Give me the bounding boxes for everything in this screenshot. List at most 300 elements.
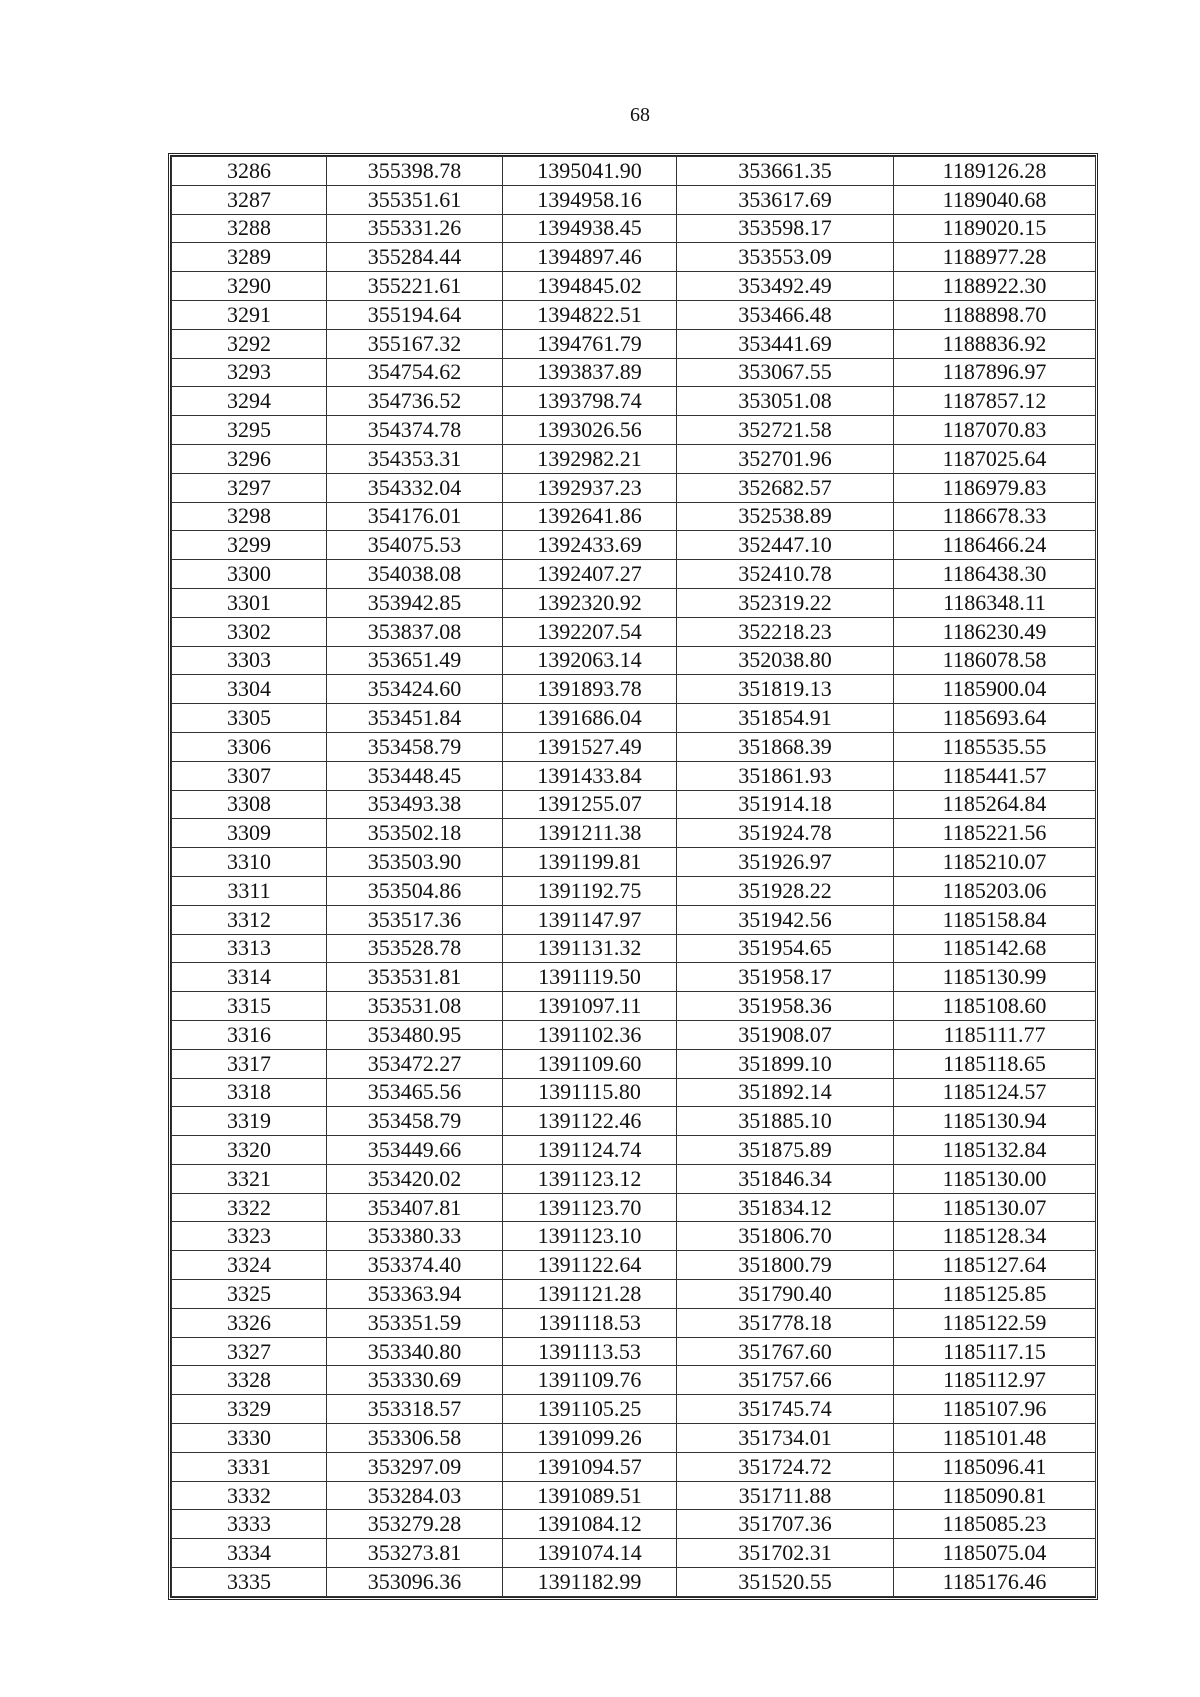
coordinate-4-cell: 1185535.55	[894, 732, 1096, 761]
coordinate-3-cell: 353553.09	[677, 243, 894, 272]
coordinate-2-cell: 1391123.12	[503, 1164, 677, 1193]
coordinate-2-cell: 1391102.36	[503, 1020, 677, 1049]
table-row	[172, 646, 1096, 675]
table-row	[172, 1020, 1096, 1049]
coordinate-4-cell: 1186979.83	[894, 473, 1096, 502]
coordinate-4-cell: 1188922.30	[894, 272, 1096, 301]
coordinate-4-cell: 1185441.57	[894, 761, 1096, 790]
coordinate-4-cell: 1185125.85	[894, 1280, 1096, 1309]
table-row	[172, 1107, 1096, 1136]
point-id-cell: 3297	[172, 473, 327, 502]
coordinate-3-cell: 352682.57	[677, 473, 894, 502]
coordinate-3-cell: 351734.01	[677, 1424, 894, 1453]
coordinate-2-cell: 1394958.16	[503, 185, 677, 214]
table-row	[172, 732, 1096, 761]
coordinate-2-cell: 1391124.74	[503, 1136, 677, 1165]
coordinate-table	[171, 156, 1096, 1597]
point-id-cell: 3288	[172, 214, 327, 243]
coordinate-1-cell: 354332.04	[327, 473, 503, 502]
coordinate-4-cell: 1185085.23	[894, 1510, 1096, 1539]
table-row	[172, 185, 1096, 214]
point-id-cell: 3308	[172, 790, 327, 819]
coordinate-3-cell: 351819.13	[677, 675, 894, 704]
coordinate-4-cell: 1185900.04	[894, 675, 1096, 704]
coordinate-4-cell: 1185112.97	[894, 1366, 1096, 1395]
coordinate-4-cell: 1185142.68	[894, 934, 1096, 963]
table-row	[172, 704, 1096, 733]
coordinate-2-cell: 1391131.32	[503, 934, 677, 963]
coordinate-2-cell: 1393837.89	[503, 358, 677, 387]
coordinate-1-cell: 355167.32	[327, 329, 503, 358]
coordinate-1-cell: 353458.79	[327, 1107, 503, 1136]
coordinate-1-cell: 353273.81	[327, 1539, 503, 1568]
table-row	[172, 473, 1096, 502]
coordinate-2-cell: 1392641.86	[503, 502, 677, 531]
coordinate-1-cell: 355194.64	[327, 300, 503, 329]
coordinate-3-cell: 351942.56	[677, 905, 894, 934]
coordinate-1-cell: 353531.08	[327, 992, 503, 1021]
coordinate-3-cell: 353441.69	[677, 329, 894, 358]
table-row	[172, 675, 1096, 704]
coordinate-3-cell: 351926.97	[677, 848, 894, 877]
coordinate-1-cell: 353472.27	[327, 1049, 503, 1078]
coordinate-2-cell: 1391199.81	[503, 848, 677, 877]
point-id-cell: 3310	[172, 848, 327, 877]
coordinate-1-cell: 353297.09	[327, 1452, 503, 1481]
coordinate-4-cell: 1185130.07	[894, 1193, 1096, 1222]
coordinate-3-cell: 351800.79	[677, 1251, 894, 1280]
table-row	[172, 358, 1096, 387]
point-id-cell: 3324	[172, 1251, 327, 1280]
coordinate-1-cell: 355331.26	[327, 214, 503, 243]
coordinate-3-cell: 351868.39	[677, 732, 894, 761]
point-id-cell: 3333	[172, 1510, 327, 1539]
coordinate-4-cell: 1185124.57	[894, 1078, 1096, 1107]
coordinate-1-cell: 353380.33	[327, 1222, 503, 1251]
coordinate-2-cell: 1392063.14	[503, 646, 677, 675]
coordinate-2-cell: 1392937.23	[503, 473, 677, 502]
table-row	[172, 1308, 1096, 1337]
table-row	[172, 934, 1096, 963]
point-id-cell: 3322	[172, 1193, 327, 1222]
coordinate-2-cell: 1395041.90	[503, 157, 677, 186]
coordinate-1-cell: 353306.58	[327, 1424, 503, 1453]
point-id-cell: 3307	[172, 761, 327, 790]
table-row	[172, 761, 1096, 790]
coordinate-3-cell: 353617.69	[677, 185, 894, 214]
table-row	[172, 300, 1096, 329]
coordinate-4-cell: 1185096.41	[894, 1452, 1096, 1481]
coordinate-1-cell: 355398.78	[327, 157, 503, 186]
coordinate-3-cell: 353598.17	[677, 214, 894, 243]
coordinate-4-cell: 1188898.70	[894, 300, 1096, 329]
coordinate-1-cell: 353465.56	[327, 1078, 503, 1107]
coordinate-4-cell: 1188836.92	[894, 329, 1096, 358]
coordinate-2-cell: 1391527.49	[503, 732, 677, 761]
coordinate-3-cell: 353492.49	[677, 272, 894, 301]
coordinate-4-cell: 1187025.64	[894, 444, 1096, 473]
coordinate-3-cell: 351767.60	[677, 1337, 894, 1366]
coordinate-3-cell: 351908.07	[677, 1020, 894, 1049]
coordinate-2-cell: 1391084.12	[503, 1510, 677, 1539]
coordinate-3-cell: 352721.58	[677, 416, 894, 445]
coordinate-4-cell: 1187896.97	[894, 358, 1096, 387]
coordinate-2-cell: 1391074.14	[503, 1539, 677, 1568]
point-id-cell: 3319	[172, 1107, 327, 1136]
coordinate-4-cell: 1186078.58	[894, 646, 1096, 675]
coordinate-4-cell: 1187070.83	[894, 416, 1096, 445]
coordinate-3-cell: 351520.55	[677, 1568, 894, 1597]
coordinate-3-cell: 351724.72	[677, 1452, 894, 1481]
point-id-cell: 3312	[172, 905, 327, 934]
coordinate-4-cell: 1185130.94	[894, 1107, 1096, 1136]
coordinate-4-cell: 1185130.99	[894, 963, 1096, 992]
coordinate-4-cell: 1185101.48	[894, 1424, 1096, 1453]
coordinate-4-cell: 1185127.64	[894, 1251, 1096, 1280]
point-id-cell: 3305	[172, 704, 327, 733]
point-id-cell: 3299	[172, 531, 327, 560]
coordinate-1-cell: 353407.81	[327, 1193, 503, 1222]
coordinate-1-cell: 353330.69	[327, 1366, 503, 1395]
coordinate-4-cell: 1185210.07	[894, 848, 1096, 877]
point-id-cell: 3331	[172, 1452, 327, 1481]
coordinate-2-cell: 1391119.50	[503, 963, 677, 992]
point-id-cell: 3316	[172, 1020, 327, 1049]
coordinate-1-cell: 353651.49	[327, 646, 503, 675]
coordinate-2-cell: 1391115.80	[503, 1078, 677, 1107]
coordinate-2-cell: 1392207.54	[503, 617, 677, 646]
coordinate-3-cell: 352538.89	[677, 502, 894, 531]
coordinate-2-cell: 1391113.53	[503, 1337, 677, 1366]
table-row	[172, 1481, 1096, 1510]
coordinate-2-cell: 1394938.45	[503, 214, 677, 243]
coordinate-4-cell: 1185693.64	[894, 704, 1096, 733]
coordinate-3-cell: 351806.70	[677, 1222, 894, 1251]
coordinate-3-cell: 353067.55	[677, 358, 894, 387]
coordinate-1-cell: 354754.62	[327, 358, 503, 387]
table-row	[172, 1222, 1096, 1251]
coordinate-3-cell: 352218.23	[677, 617, 894, 646]
coordinate-1-cell: 355351.61	[327, 185, 503, 214]
coordinate-3-cell: 351875.89	[677, 1136, 894, 1165]
point-id-cell: 3302	[172, 617, 327, 646]
coordinate-1-cell: 354353.31	[327, 444, 503, 473]
coordinate-2-cell: 1391121.28	[503, 1280, 677, 1309]
coordinate-2-cell: 1391099.26	[503, 1424, 677, 1453]
coordinate-3-cell: 352447.10	[677, 531, 894, 560]
table-row	[172, 214, 1096, 243]
point-id-cell: 3332	[172, 1481, 327, 1510]
coordinate-1-cell: 353837.08	[327, 617, 503, 646]
coordinate-2-cell: 1393798.74	[503, 387, 677, 416]
coordinate-2-cell: 1392320.92	[503, 588, 677, 617]
coordinate-4-cell: 1186678.33	[894, 502, 1096, 531]
point-id-cell: 3286	[172, 157, 327, 186]
table-row	[172, 963, 1096, 992]
coordinate-1-cell: 353531.81	[327, 963, 503, 992]
coordinate-3-cell: 352319.22	[677, 588, 894, 617]
point-id-cell: 3287	[172, 185, 327, 214]
point-id-cell: 3293	[172, 358, 327, 387]
point-id-cell: 3328	[172, 1366, 327, 1395]
table-row	[172, 1510, 1096, 1539]
coordinate-3-cell: 351928.22	[677, 876, 894, 905]
point-id-cell: 3306	[172, 732, 327, 761]
coordinate-1-cell: 353318.57	[327, 1395, 503, 1424]
coordinate-4-cell: 1185117.15	[894, 1337, 1096, 1366]
coordinate-3-cell: 351899.10	[677, 1049, 894, 1078]
coordinate-3-cell: 353466.48	[677, 300, 894, 329]
coordinate-4-cell: 1185090.81	[894, 1481, 1096, 1510]
coordinate-4-cell: 1185130.00	[894, 1164, 1096, 1193]
table-row	[172, 1568, 1096, 1597]
coordinate-2-cell: 1391109.76	[503, 1366, 677, 1395]
coordinate-3-cell: 351954.65	[677, 934, 894, 963]
point-id-cell: 3311	[172, 876, 327, 905]
coordinate-2-cell: 1391893.78	[503, 675, 677, 704]
point-id-cell: 3294	[172, 387, 327, 416]
point-id-cell: 3321	[172, 1164, 327, 1193]
coordinate-2-cell: 1394897.46	[503, 243, 677, 272]
coordinate-3-cell: 351892.14	[677, 1078, 894, 1107]
table-row	[172, 531, 1096, 560]
coordinate-2-cell: 1391686.04	[503, 704, 677, 733]
coordinate-1-cell: 353363.94	[327, 1280, 503, 1309]
coordinate-1-cell: 353502.18	[327, 819, 503, 848]
table-row	[172, 876, 1096, 905]
coordinate-2-cell: 1391123.10	[503, 1222, 677, 1251]
coordinate-3-cell: 351958.17	[677, 963, 894, 992]
table-row	[172, 617, 1096, 646]
point-id-cell: 3317	[172, 1049, 327, 1078]
coordinate-1-cell: 353517.36	[327, 905, 503, 934]
coordinate-2-cell: 1392982.21	[503, 444, 677, 473]
coordinate-1-cell: 353942.85	[327, 588, 503, 617]
table-row	[172, 1193, 1096, 1222]
coordinate-4-cell: 1185107.96	[894, 1395, 1096, 1424]
coordinate-4-cell: 1185158.84	[894, 905, 1096, 934]
coordinate-3-cell: 351885.10	[677, 1107, 894, 1136]
coordinate-1-cell: 353448.45	[327, 761, 503, 790]
point-id-cell: 3329	[172, 1395, 327, 1424]
coordinate-4-cell: 1189020.15	[894, 214, 1096, 243]
coordinate-4-cell: 1185132.84	[894, 1136, 1096, 1165]
point-id-cell: 3304	[172, 675, 327, 704]
table-row	[172, 819, 1096, 848]
coordinate-4-cell: 1186438.30	[894, 560, 1096, 589]
coordinate-2-cell: 1391097.11	[503, 992, 677, 1021]
table-row	[172, 905, 1096, 934]
coordinate-4-cell: 1188977.28	[894, 243, 1096, 272]
table-row	[172, 1424, 1096, 1453]
coordinate-2-cell: 1391122.64	[503, 1251, 677, 1280]
coordinate-2-cell: 1391105.25	[503, 1395, 677, 1424]
coordinate-2-cell: 1394845.02	[503, 272, 677, 301]
coordinate-3-cell: 351861.93	[677, 761, 894, 790]
coordinate-1-cell: 353449.66	[327, 1136, 503, 1165]
table-row	[172, 272, 1096, 301]
coordinate-3-cell: 351914.18	[677, 790, 894, 819]
coordinate-4-cell: 1189040.68	[894, 185, 1096, 214]
coordinate-4-cell: 1185111.77	[894, 1020, 1096, 1049]
page-number: 68	[630, 104, 650, 126]
coordinate-1-cell: 353374.40	[327, 1251, 503, 1280]
coordinate-4-cell: 1186230.49	[894, 617, 1096, 646]
coordinate-2-cell: 1391147.97	[503, 905, 677, 934]
point-id-cell: 3314	[172, 963, 327, 992]
table-row	[172, 1539, 1096, 1568]
coordinate-1-cell: 354374.78	[327, 416, 503, 445]
coordinate-1-cell: 353504.86	[327, 876, 503, 905]
coordinate-3-cell: 351924.78	[677, 819, 894, 848]
coordinate-3-cell: 351846.34	[677, 1164, 894, 1193]
point-id-cell: 3323	[172, 1222, 327, 1251]
coordinate-1-cell: 353493.38	[327, 790, 503, 819]
coordinate-table-body	[172, 157, 1096, 1597]
coordinate-4-cell: 1185075.04	[894, 1539, 1096, 1568]
coordinate-1-cell: 353528.78	[327, 934, 503, 963]
coordinate-4-cell: 1185221.56	[894, 819, 1096, 848]
coordinate-1-cell: 353503.90	[327, 848, 503, 877]
coordinate-2-cell: 1394822.51	[503, 300, 677, 329]
coordinate-2-cell: 1391089.51	[503, 1481, 677, 1510]
coordinate-2-cell: 1393026.56	[503, 416, 677, 445]
coordinate-4-cell: 1185118.65	[894, 1049, 1096, 1078]
coordinate-2-cell: 1391122.46	[503, 1107, 677, 1136]
coordinate-3-cell: 351778.18	[677, 1308, 894, 1337]
point-id-cell: 3315	[172, 992, 327, 1021]
coordinate-3-cell: 351834.12	[677, 1193, 894, 1222]
coordinate-1-cell: 355284.44	[327, 243, 503, 272]
coordinate-3-cell: 351707.36	[677, 1510, 894, 1539]
coordinate-3-cell: 352410.78	[677, 560, 894, 589]
point-id-cell: 3309	[172, 819, 327, 848]
point-id-cell: 3335	[172, 1568, 327, 1597]
point-id-cell: 3303	[172, 646, 327, 675]
table-row	[172, 848, 1096, 877]
point-id-cell: 3295	[172, 416, 327, 445]
coordinate-3-cell: 351702.31	[677, 1539, 894, 1568]
coordinate-1-cell: 354038.08	[327, 560, 503, 589]
coordinate-4-cell: 1185264.84	[894, 790, 1096, 819]
coordinate-2-cell: 1391211.38	[503, 819, 677, 848]
coordinate-3-cell: 351745.74	[677, 1395, 894, 1424]
table-row	[172, 790, 1096, 819]
coordinate-3-cell: 352038.80	[677, 646, 894, 675]
table-row	[172, 502, 1096, 531]
point-id-cell: 3327	[172, 1337, 327, 1366]
point-id-cell: 3320	[172, 1136, 327, 1165]
table-row	[172, 387, 1096, 416]
coordinate-2-cell: 1392433.69	[503, 531, 677, 560]
coordinate-2-cell: 1391192.75	[503, 876, 677, 905]
point-id-cell: 3289	[172, 243, 327, 272]
coordinate-3-cell: 351711.88	[677, 1481, 894, 1510]
point-id-cell: 3313	[172, 934, 327, 963]
coordinate-1-cell: 353420.02	[327, 1164, 503, 1193]
table-row	[172, 560, 1096, 589]
coordinate-3-cell: 353661.35	[677, 157, 894, 186]
table-row	[172, 1280, 1096, 1309]
coordinate-3-cell: 351757.66	[677, 1366, 894, 1395]
coordinate-1-cell: 353451.84	[327, 704, 503, 733]
table-row	[172, 416, 1096, 445]
coordinate-1-cell: 353284.03	[327, 1481, 503, 1510]
coordinate-2-cell: 1391094.57	[503, 1452, 677, 1481]
coordinate-2-cell: 1392407.27	[503, 560, 677, 589]
point-id-cell: 3301	[172, 588, 327, 617]
table-row	[172, 1337, 1096, 1366]
table-row	[172, 588, 1096, 617]
coordinate-4-cell: 1186348.11	[894, 588, 1096, 617]
table-row	[172, 992, 1096, 1021]
point-id-cell: 3298	[172, 502, 327, 531]
coordinate-4-cell: 1185128.34	[894, 1222, 1096, 1251]
coordinate-4-cell: 1185108.60	[894, 992, 1096, 1021]
table-row	[172, 157, 1096, 186]
table-row	[172, 1395, 1096, 1424]
coordinate-3-cell: 351958.36	[677, 992, 894, 1021]
coordinate-4-cell: 1187857.12	[894, 387, 1096, 416]
coordinate-2-cell: 1391255.07	[503, 790, 677, 819]
table-row	[172, 444, 1096, 473]
point-id-cell: 3326	[172, 1308, 327, 1337]
coordinate-1-cell: 353424.60	[327, 675, 503, 704]
coordinate-1-cell: 354075.53	[327, 531, 503, 560]
point-id-cell: 3291	[172, 300, 327, 329]
coordinate-1-cell: 355221.61	[327, 272, 503, 301]
point-id-cell: 3290	[172, 272, 327, 301]
coordinate-table-frame	[168, 153, 1098, 1600]
coordinate-1-cell: 353458.79	[327, 732, 503, 761]
coordinate-1-cell: 354176.01	[327, 502, 503, 531]
point-id-cell: 3325	[172, 1280, 327, 1309]
coordinate-2-cell: 1394761.79	[503, 329, 677, 358]
table-row	[172, 1049, 1096, 1078]
coordinate-2-cell: 1391109.60	[503, 1049, 677, 1078]
table-row	[172, 1452, 1096, 1481]
coordinate-1-cell: 353340.80	[327, 1337, 503, 1366]
table-row	[172, 1078, 1096, 1107]
point-id-cell: 3334	[172, 1539, 327, 1568]
coordinate-3-cell: 352701.96	[677, 444, 894, 473]
coordinate-3-cell: 353051.08	[677, 387, 894, 416]
coordinate-1-cell: 353279.28	[327, 1510, 503, 1539]
point-id-cell: 3300	[172, 560, 327, 589]
coordinate-4-cell: 1185176.46	[894, 1568, 1096, 1597]
point-id-cell: 3318	[172, 1078, 327, 1107]
coordinate-2-cell: 1391182.99	[503, 1568, 677, 1597]
point-id-cell: 3296	[172, 444, 327, 473]
coordinate-3-cell: 351790.40	[677, 1280, 894, 1309]
coordinate-1-cell: 354736.52	[327, 387, 503, 416]
table-row	[172, 329, 1096, 358]
coordinate-2-cell: 1391123.70	[503, 1193, 677, 1222]
coordinate-4-cell: 1189126.28	[894, 157, 1096, 186]
coordinate-1-cell: 353351.59	[327, 1308, 503, 1337]
table-row	[172, 243, 1096, 272]
coordinate-2-cell: 1391118.53	[503, 1308, 677, 1337]
table-row	[172, 1136, 1096, 1165]
table-row	[172, 1366, 1096, 1395]
coordinate-4-cell: 1185203.06	[894, 876, 1096, 905]
coordinate-3-cell: 351854.91	[677, 704, 894, 733]
coordinate-1-cell: 353096.36	[327, 1568, 503, 1597]
point-id-cell: 3330	[172, 1424, 327, 1453]
coordinate-4-cell: 1186466.24	[894, 531, 1096, 560]
coordinate-2-cell: 1391433.84	[503, 761, 677, 790]
point-id-cell: 3292	[172, 329, 327, 358]
